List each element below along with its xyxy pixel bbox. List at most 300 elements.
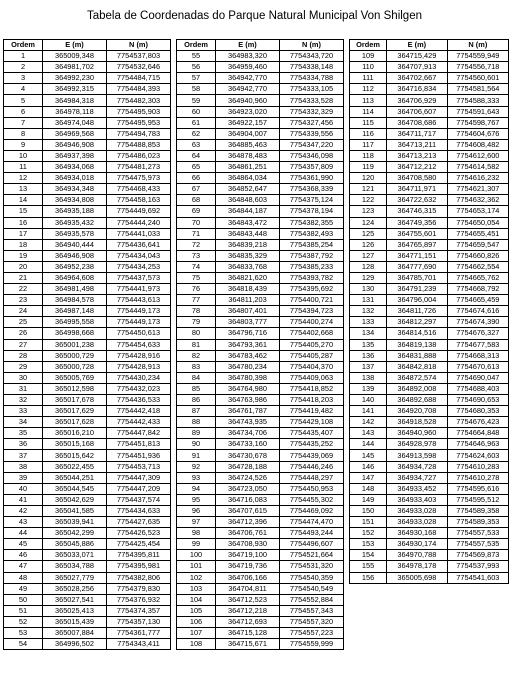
northing-cell: 7754333,528 [280,95,344,106]
table-row [4,639,171,650]
ordem-cell: 9 [4,139,43,150]
northing-cell: 7754496,607 [280,539,344,550]
ordem-cell: 141 [350,406,387,417]
ordem-cell: 75 [177,272,216,283]
table-row [177,395,344,406]
northing-cell: 7754676,327 [447,328,508,339]
easting-cell: 365039,941 [43,517,107,528]
easting-cell: 364934,727 [387,472,448,483]
easting-cell: 364984,318 [43,95,107,106]
easting-cell: 364933,403 [387,494,448,505]
ordem-cell: 41 [4,494,43,505]
easting-cell: 364821,620 [216,272,280,283]
ordem-cell: 20 [4,261,43,272]
easting-cell: 364940,444 [43,239,107,250]
northing-cell: 7754668,313 [447,350,508,361]
ordem-cell: 94 [177,483,216,494]
table-row [177,572,344,583]
ordem-cell: 86 [177,395,216,406]
ordem-cell: 144 [350,439,387,450]
northing-cell: 7754429,108 [280,417,344,428]
table-row [177,173,344,184]
northing-cell: 7754346,098 [280,150,344,161]
northing-cell: 7754450,953 [280,483,344,494]
ordem-cell: 130 [350,284,387,295]
ordem-cell: 67 [177,184,216,195]
ordem-cell: 12 [4,173,43,184]
easting-cell: 364702,667 [387,73,448,84]
ordem-cell: 84 [177,372,216,383]
northing-cell: 7754448,297 [280,472,344,483]
easting-cell: 364818,439 [216,284,280,295]
table-row [350,350,509,361]
table-row [177,472,344,483]
northing-cell: 7754437,574 [107,494,171,505]
easting-cell: 365007,884 [43,627,107,638]
ordem-cell: 42 [4,505,43,516]
northing-cell: 7754450,613 [107,328,171,339]
ordem-cell: 128 [350,261,387,272]
table-row [350,483,509,494]
northing-cell: 7754610,283 [447,461,508,472]
easting-cell: 364861,251 [216,162,280,173]
northing-cell: 7754552,884 [280,594,344,605]
northing-cell: 7754387,792 [280,250,344,261]
northing-cell: 7754382,355 [280,217,344,228]
easting-cell: 364992,315 [43,84,107,95]
easting-cell: 364940,960 [387,428,448,439]
table-row [350,84,509,95]
ordem-cell: 113 [350,95,387,106]
northing-cell: 7754560,601 [447,73,508,84]
northing-cell: 7754569,873 [447,550,508,561]
easting-cell: 365045,886 [43,539,107,550]
northing-cell: 7754435,252 [280,439,344,450]
easting-cell: 364833,768 [216,261,280,272]
northing-cell: 7754361,777 [107,627,171,638]
table-row [4,605,171,616]
northing-cell: 7754557,343 [280,605,344,616]
table-row [4,117,171,128]
table-row [177,339,344,350]
easting-cell: 365017,628 [43,417,107,428]
table-row [177,505,344,516]
ordem-cell: 10 [4,150,43,161]
table-row [350,461,509,472]
table-row [4,539,171,550]
northing-cell: 7754608,482 [447,139,508,150]
ordem-cell: 87 [177,406,216,417]
ordem-cell: 102 [177,572,216,583]
table-header-row [177,40,344,51]
easting-cell: 364885,463 [216,139,280,150]
ordem-cell: 77 [177,295,216,306]
ordem-cell: 68 [177,195,216,206]
table-row [350,261,509,272]
table-row [177,95,344,106]
northing-cell: 7754405,287 [280,350,344,361]
table-row [177,450,344,461]
northing-cell: 7754453,713 [107,461,171,472]
northing-cell: 7754402,668 [280,328,344,339]
northing-cell: 7754493,244 [280,528,344,539]
table-row [177,51,344,62]
northing-cell: 7754393,782 [280,272,344,283]
ordem-cell: 103 [177,583,216,594]
table-row [177,150,344,161]
table-row [177,195,344,206]
table-row [4,317,171,328]
ordem-cell: 95 [177,494,216,505]
ordem-cell: 153 [350,539,387,550]
northing-cell: 7754425,454 [107,539,171,550]
easting-cell: 364811,203 [216,295,280,306]
table-row [4,62,171,73]
ordem-cell: 57 [177,73,216,84]
ordem-cell: 3 [4,73,43,84]
table-row [177,73,344,84]
ordem-cell: 55 [177,51,216,62]
ordem-cell: 46 [4,550,43,561]
northing-cell: 7754378,194 [280,206,344,217]
easting-cell: 364730,678 [216,450,280,461]
ordem-cell: 90 [177,439,216,450]
table-row [4,272,171,283]
easting-cell: 364996,502 [43,639,107,650]
northing-cell: 7754614,582 [447,162,508,173]
coordinates-table-3 [349,39,509,584]
northing-cell: 7754610,278 [447,472,508,483]
table-row [177,128,344,139]
northing-cell: 7754447,209 [107,483,171,494]
table-row [350,250,509,261]
northing-cell: 7754434,253 [107,261,171,272]
table-row [350,62,509,73]
ordem-cell: 82 [177,350,216,361]
northing-cell: 7754670,613 [447,361,508,372]
ordem-cell: 149 [350,494,387,505]
easting-cell: 365000,729 [43,350,107,361]
table-row [4,583,171,594]
easting-cell: 364712,396 [216,517,280,528]
table-row [177,517,344,528]
table-row [177,350,344,361]
northing-cell: 7754650,054 [447,217,508,228]
easting-cell: 364707,615 [216,505,280,516]
northing-cell: 7754454,633 [107,339,171,350]
table-row [4,561,171,572]
table-row [4,228,171,239]
easting-cell: 365042,629 [43,494,107,505]
ordem-cell: 80 [177,328,216,339]
easting-cell: 364708,686 [387,117,448,128]
northing-cell: 7754395,692 [280,284,344,295]
ordem-cell: 138 [350,372,387,383]
ordem-cell: 156 [350,572,387,583]
table-row [4,472,171,483]
ordem-cell: 78 [177,306,216,317]
ordem-cell: 22 [4,284,43,295]
ordem-cell: 143 [350,428,387,439]
easting-cell: 365034,788 [43,561,107,572]
table-row [4,51,171,62]
ordem-cell: 49 [4,583,43,594]
easting-cell: 364878,483 [216,150,280,161]
easting-cell: 365016,210 [43,428,107,439]
easting-cell: 365005,698 [387,572,448,583]
table-row [4,295,171,306]
table-row [350,239,509,250]
northing-cell: 7754404,370 [280,361,344,372]
easting-cell: 365044,251 [43,472,107,483]
table-row [350,228,509,239]
easting-cell: 364819,138 [387,339,448,350]
easting-cell: 365044,545 [43,483,107,494]
easting-cell: 364995,558 [43,317,107,328]
northing-cell: 7754665,762 [447,272,508,283]
northing-cell: 7754374,357 [107,605,171,616]
table-row [350,51,509,62]
ordem-cell: 83 [177,361,216,372]
ordem-cell: 40 [4,483,43,494]
coordinates-table-1 [3,39,171,650]
ordem-cell: 36 [4,439,43,450]
northing-cell: 7754486,023 [107,150,171,161]
ordem-cell: 4 [4,84,43,95]
table-row [4,250,171,261]
table-row [4,395,171,406]
ordem-cell: 126 [350,239,387,250]
northing-cell: 7754556,718 [447,62,508,73]
northing-cell: 7754451,813 [107,439,171,450]
table-row [350,173,509,184]
easting-cell: 364749,356 [387,217,448,228]
northing-cell: 7754394,723 [280,306,344,317]
ordem-cell: 2 [4,62,43,73]
easting-cell: 364723,050 [216,483,280,494]
table-row [4,350,171,361]
easting-cell: 364970,788 [387,550,448,561]
easting-cell: 364930,174 [387,539,448,550]
easting-cell: 364904,007 [216,128,280,139]
easting-cell: 364716,834 [387,84,448,95]
ordem-cell: 76 [177,284,216,295]
table-row [350,284,509,295]
ordem-cell: 1 [4,51,43,62]
table-row [177,594,344,605]
easting-cell: 365005,769 [43,372,107,383]
table-row [4,73,171,84]
ordem-cell: 30 [4,372,43,383]
northing-cell: 7754484,715 [107,73,171,84]
ordem-cell: 92 [177,461,216,472]
easting-cell: 364763,986 [216,395,280,406]
table-row [177,62,344,73]
easting-cell: 364711,971 [387,184,448,195]
northing-cell: 7754690,653 [447,395,508,406]
table-row [350,95,509,106]
ordem-cell: 154 [350,550,387,561]
northing-cell: 7754676,423 [447,417,508,428]
ordem-cell: 115 [350,117,387,128]
northing-cell: 7754395,811 [107,550,171,561]
ordem-cell: 8 [4,128,43,139]
table-row [177,284,344,295]
easting-cell: 364844,187 [216,206,280,217]
table-row [350,383,509,394]
easting-cell: 364706,929 [387,95,448,106]
table-row [4,461,171,472]
easting-cell: 364920,708 [387,406,448,417]
easting-cell: 364831,888 [387,350,448,361]
table-row [177,428,344,439]
ordem-cell: 56 [177,62,216,73]
easting-cell: 364998,668 [43,328,107,339]
easting-cell: 364864,034 [216,173,280,184]
northing-cell: 7754589,353 [447,517,508,528]
table-row [177,295,344,306]
table-row [350,572,509,583]
northing-cell: 7754662,554 [447,261,508,272]
easting-cell: 364733,160 [216,439,280,450]
table-row [350,406,509,417]
table-row [350,162,509,173]
ordem-cell: 79 [177,317,216,328]
table-row [4,95,171,106]
ordem-cell: 11 [4,162,43,173]
easting-cell: 364811,726 [387,306,448,317]
table-row [4,428,171,439]
easting-cell: 364719,736 [216,561,280,572]
table-row [177,162,344,173]
easting-cell: 364842,818 [387,361,448,372]
table-row [350,328,509,339]
easting-cell: 364712,693 [216,616,280,627]
easting-cell: 364712,212 [387,162,448,173]
northing-cell: 7754595,616 [447,483,508,494]
easting-cell: 364707,913 [387,62,448,73]
northing-cell: 7754444,240 [107,217,171,228]
table-row [177,361,344,372]
northing-cell: 7754419,482 [280,406,344,417]
easting-cell: 364940,960 [216,95,280,106]
easting-cell: 364969,568 [43,128,107,139]
easting-cell: 364796,004 [387,295,448,306]
northing-cell: 7754674,616 [447,306,508,317]
northing-cell: 7754488,853 [107,139,171,150]
easting-cell: 365041,585 [43,505,107,516]
table-row [177,184,344,195]
ordem-cell: 129 [350,272,387,283]
easting-cell: 364793,361 [216,339,280,350]
northing-cell: 7754495,953 [107,117,171,128]
easting-cell: 364922,157 [216,117,280,128]
table-row [4,239,171,250]
table-row [177,627,344,638]
northing-cell: 7754441,033 [107,228,171,239]
table-row [4,139,171,150]
table-row [4,162,171,173]
ordem-cell: 99 [177,539,216,550]
northing-cell: 7754680,353 [447,406,508,417]
northing-cell: 7754430,234 [107,372,171,383]
ordem-cell: 26 [4,328,43,339]
easting-cell: 364814,516 [387,328,448,339]
northing-cell: 7754347,220 [280,139,344,150]
northing-cell: 7754447,309 [107,472,171,483]
northing-cell: 7754400,274 [280,317,344,328]
table-row [4,339,171,350]
easting-cell: 364959,460 [216,62,280,73]
ordem-cell: 134 [350,328,387,339]
table-row [177,539,344,550]
table-row [177,250,344,261]
northing-cell: 7754375,124 [280,195,344,206]
table-row [177,228,344,239]
table-row [177,605,344,616]
northing-cell: 7754540,549 [280,583,344,594]
easting-cell: 364777,690 [387,261,448,272]
ordem-cell: 15 [4,206,43,217]
northing-cell: 7754357,130 [107,616,171,627]
northing-cell: 7754442,433 [107,417,171,428]
easting-cell: 364935,188 [43,206,107,217]
easting-cell: 364935,432 [43,217,107,228]
northing-cell: 7754327,456 [280,117,344,128]
northing-cell: 7754557,535 [447,539,508,550]
ordem-cell: 60 [177,106,216,117]
easting-cell: 364934,808 [43,195,107,206]
ordem-cell: 17 [4,228,43,239]
table-row [4,217,171,228]
northing-cell: 7754442,418 [107,406,171,417]
ordem-header: Ordem [177,40,216,51]
table-row [350,317,509,328]
northing-cell: 7754474,470 [280,517,344,528]
table-row [4,84,171,95]
ordem-cell: 136 [350,350,387,361]
easting-cell: 365027,779 [43,572,107,583]
northing-cell: 7754385,254 [280,239,344,250]
easting-cell: 365025,413 [43,605,107,616]
ordem-cell: 48 [4,572,43,583]
northing-cell: 7754357,809 [280,162,344,173]
northing-cell: 7754385,233 [280,261,344,272]
ordem-cell: 21 [4,272,43,283]
ordem-cell: 33 [4,406,43,417]
northing-cell: 7754434,633 [107,505,171,516]
northing-cell: 7754426,523 [107,528,171,539]
table-row [177,383,344,394]
ordem-cell: 23 [4,295,43,306]
table-row [177,217,344,228]
ordem-cell: 29 [4,361,43,372]
ordem-cell: 31 [4,383,43,394]
easting-cell: 364892,688 [387,395,448,406]
northing-cell: 7754690,047 [447,372,508,383]
easting-cell: 364765,897 [387,239,448,250]
easting-cell: 364918,528 [387,417,448,428]
northing-cell: 7754604,676 [447,128,508,139]
northing-cell: 7754379,830 [107,583,171,594]
easting-cell: 365000,728 [43,361,107,372]
table-row [4,195,171,206]
table-row [177,84,344,95]
ordem-cell: 145 [350,450,387,461]
ordem-cell: 38 [4,461,43,472]
easting-cell: 364848,603 [216,195,280,206]
northing-cell: 7754660,826 [447,250,508,261]
